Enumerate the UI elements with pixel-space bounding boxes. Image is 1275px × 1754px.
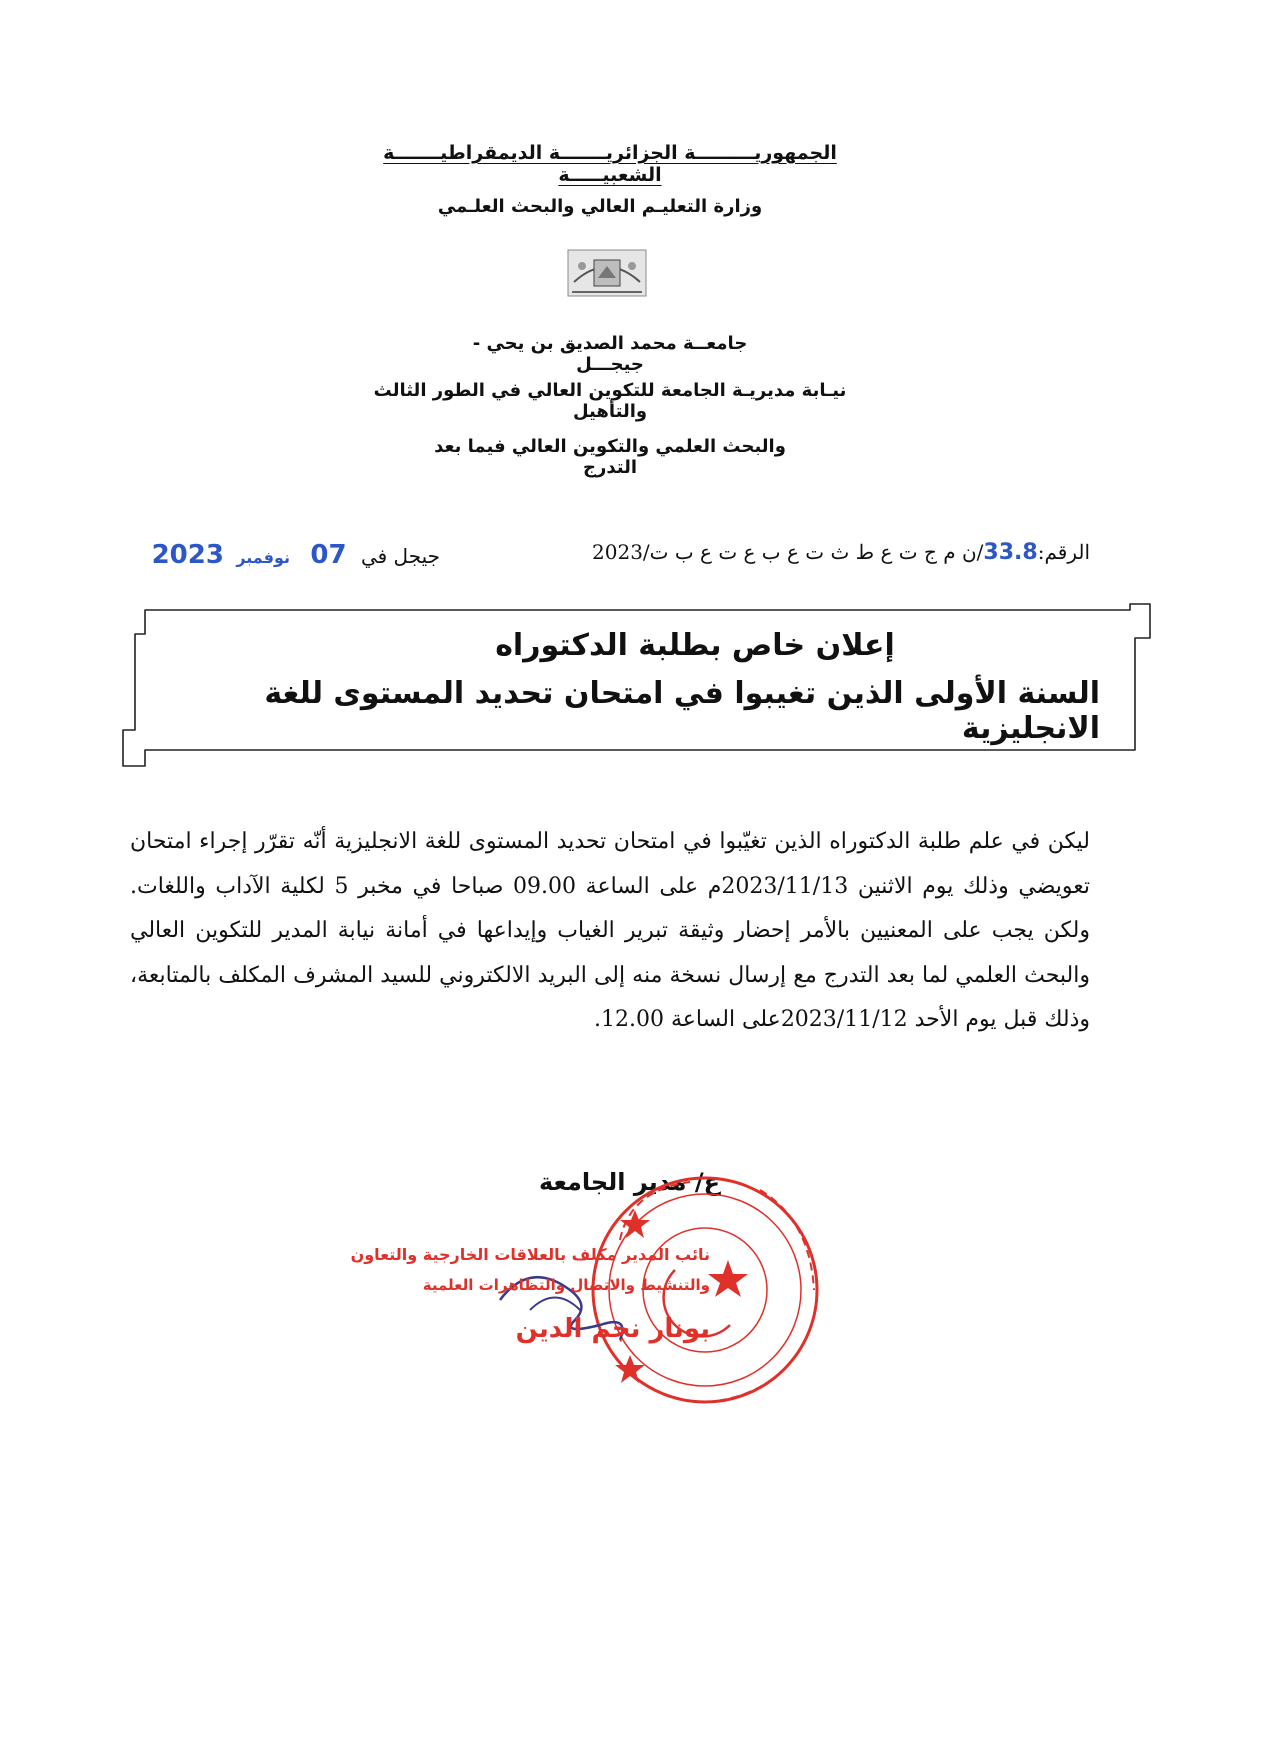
date-prefix: جيجل في (360, 544, 440, 568)
reference-number: 33.8 (983, 540, 1038, 565)
vice-rectorate-line1: نيـابة مديريـة الجامعة للتكوين العالي في الطور الثالث والتأهيل (373, 380, 847, 422)
reference-number-line (520, 540, 1090, 565)
date-year: 2023 (151, 540, 224, 570)
stamp-title-line1: نائب المدير مكلف بالعلاقات الخارجية والتعاون (350, 1245, 710, 1264)
vice-rectorate-line2: والبحث العلمي والتكوين العالي فيما بعد التدرج (434, 436, 786, 478)
signatory-title: ع/ مدير الجامعة (538, 1168, 720, 1196)
date-day: 07 (310, 540, 347, 570)
reference-code: /ن م ج ت ع ط ث ت ع ب ع ت ع ب ت/2023 (592, 540, 984, 564)
stamp-title-line2: والتنشيط والاتصال والتظاهرات العلمية (422, 1276, 710, 1294)
date-month: نوفمبر (236, 548, 291, 567)
date-line (151, 540, 440, 570)
university-emblem-icon (562, 242, 652, 304)
announcement-body: ليكن في علم طلبة الدكتوراه الذين تغيّبوا في امتحان تحديد المستوى للغة الانجليزية أنّه تقرّر إجراء امتحان تعويضي وذلك يوم الاثنين 2023/11/13م على الساعة 09.00 صباحا في مخبر 5 لكلية الآداب واللغات. ولكن يجب على المعنيين بالأمر إحضار وثيقة تبرير الغياب وإيداعها في أمانة نيابة المدير للتكوين العالي والبحث العلمي لما بعد التدرج مع إرسال نسخة منه إلى البريد الالكتروني للسيد المشرف المكلف بالمتابعة، وذلك قبل يوم الأحد 2023/11/12على الساعة 12.00. (130, 829, 1090, 1032)
reference-label: الرقم: (1037, 540, 1090, 564)
republic-header: الجمهوريـــــــــة الجزائريـــــــة الديمقراطيـــــــة الشعبيـــــة (383, 142, 837, 186)
stamp-signatory-name: بونار نجم الدين (515, 1314, 710, 1344)
announcement-title-line1: إعلان خاص بطلبة الدكتوراه (495, 628, 895, 663)
university-name: جامعــة محمد الصديق بن يحي - جيجـــل (472, 333, 748, 375)
ministry-name: وزارة التعليـم العالي والبحث العلـمي (437, 196, 763, 217)
announcement-title-line2: السنة الأولى الذين تغيبوا في امتحان تحديد المستوى للغة الانجليزية (264, 676, 1100, 746)
stamp-text (340, 1245, 710, 1344)
